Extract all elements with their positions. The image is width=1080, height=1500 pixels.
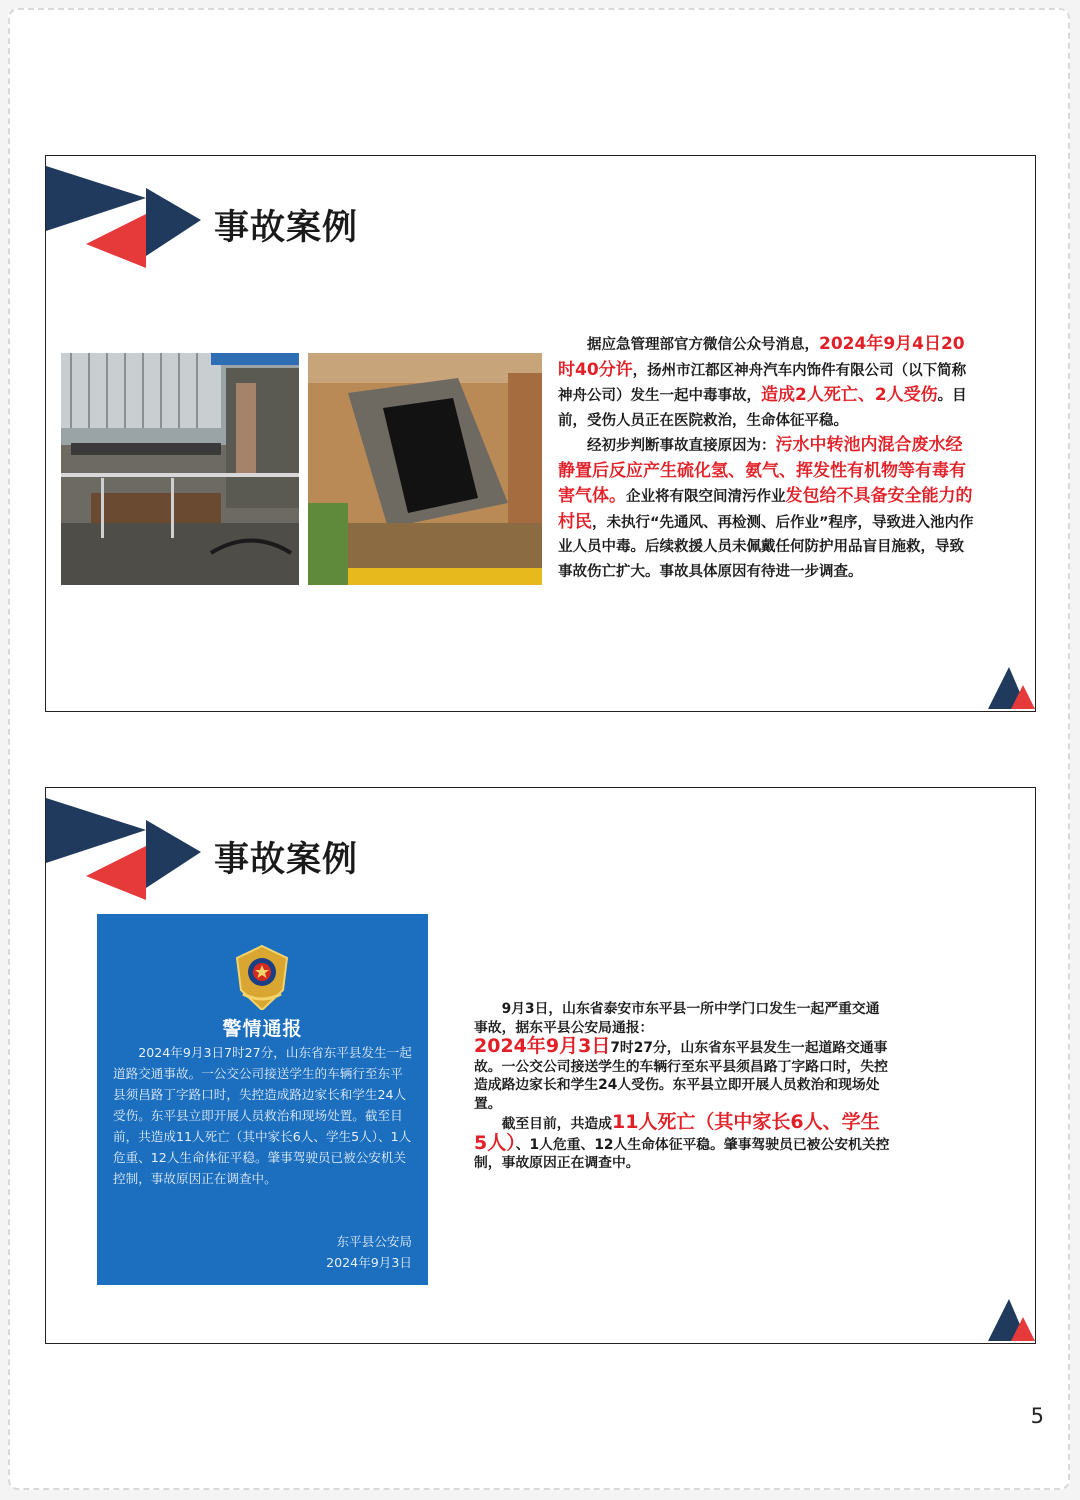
text-normal: 、1人危重、12人生命体征平稳。肇事驾驶员已被公安机关控制，事故原因正在调查中。 (474, 1136, 890, 1171)
text-normal: 7时27分，山东省东平县发生一起道路交通事故。一公交公司接送学生的车辆行至东平县须昌路丁字路口时，失控造成路边家长和学生24人受伤。东平县立即开展人员救治和现场处置。 (474, 1040, 888, 1112)
text-highlight: 11人死亡（其中家长6人、学生5人） (474, 1111, 880, 1154)
accident-article (558, 332, 976, 584)
title-chevron-icon (46, 788, 206, 903)
police-notice-body: 2024年9月3日7时27分，山东省东平县发生一起道路交通事故。一公交公司接送学生的车辆行至东平县须昌路丁字路口时，失控造成路边家长和学生24人受伤。东平县立即开展人员救治和现场处置。截至目前，共造成11人死亡（其中家长6人、学生5人）、1人危重、12人生命体征平稳。肇事驾驶员已被公安机关控制，事故原因正在调查中。 (113, 1045, 412, 1186)
text-highlight: 2024年9月4日20时40分许 (558, 334, 965, 380)
text-normal: 企业将有限空间清污作业 (626, 489, 786, 505)
text-normal: ，未执行“先通风、再检测、后作业”程序，导致进入池内作业人员中毒。后续救援人员未佩戴任何防护用品盲目施救，导致事故伤亡扩大。事故具体原因有待进一步调查。 (558, 514, 974, 580)
police-emblem-icon (231, 944, 293, 1010)
slide-title: 事故案例 (214, 208, 359, 248)
text-normal: 据应急管理部官方微信公众号消息， (587, 337, 819, 353)
text-normal: 经初步判断事故直接原因为： (587, 438, 776, 454)
article-paragraph (558, 433, 976, 584)
police-signature-date: 2024年9月3日 (326, 1255, 412, 1270)
text-highlight: 发包给不具备安全能力的村民 (558, 486, 973, 532)
page-number: 5 (1030, 1404, 1044, 1428)
accident-article (474, 1000, 890, 1173)
corner-triangle-icon (985, 1295, 1035, 1343)
text-highlight: 污水中转池内混合废水经静置后反应产生硫化氢、氨气、挥发性有机物等有毒有害气体。 (558, 435, 966, 506)
text-highlight: 2024年9月3日 (474, 1035, 611, 1057)
text-normal: 。目前，受伤人员正在医院救治，生命体征平稳。 (558, 388, 967, 429)
police-notice-title: 警情通报 (222, 1018, 303, 1040)
article-paragraph (474, 1113, 890, 1173)
slide-2 (45, 787, 1036, 1344)
police-notice-signature (326, 1231, 412, 1273)
corner-triangle-icon (985, 663, 1035, 711)
slide-title: 事故案例 (214, 840, 359, 880)
police-notice-card (97, 914, 428, 1285)
text-normal: 9月3日，山东省泰安市东平县一所中学门口发生一起严重交通事故，据东平县公安局通报： (474, 1001, 880, 1036)
factory-photo (61, 353, 299, 585)
police-signature-org: 东平县公安局 (336, 1234, 412, 1249)
sewage-pit-photo (308, 353, 542, 585)
article-paragraph (558, 332, 976, 433)
text-highlight: 造成2人死亡、2人受伤 (761, 385, 938, 405)
article-paragraph (474, 1000, 890, 1113)
text-normal: ，扬州市江都区神舟汽车内饰件有限公司（以下简称神舟公司）发生一起中毒事故， (558, 362, 967, 404)
title-chevron-icon (46, 156, 206, 271)
text-normal: 截至目前，共造成 (501, 1116, 612, 1132)
slide-1 (45, 155, 1036, 712)
